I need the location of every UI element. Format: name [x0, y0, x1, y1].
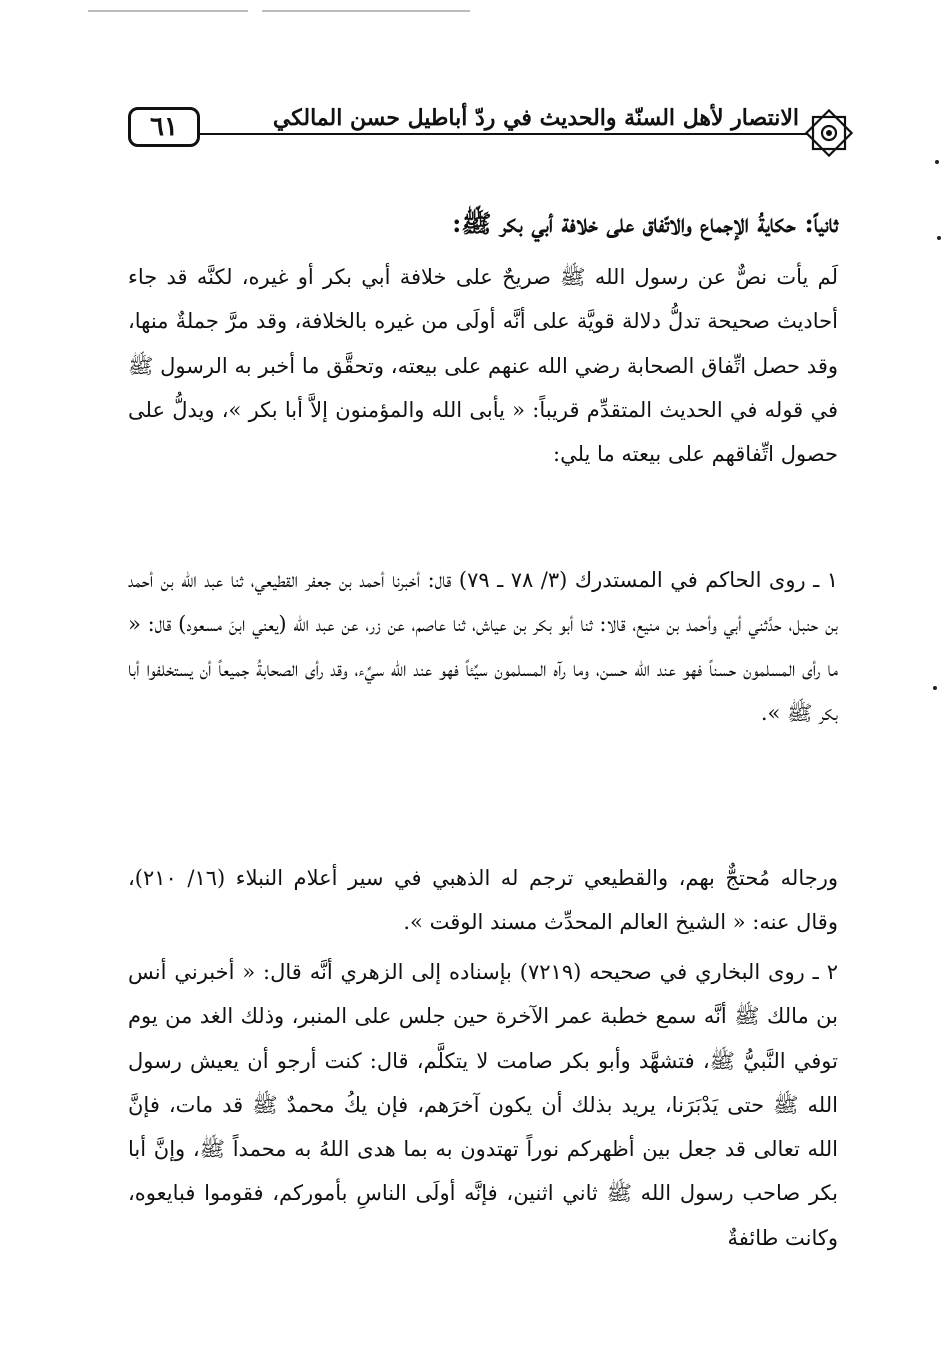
header-rule [200, 133, 807, 135]
page-header [0, 95, 947, 175]
scan-edge-line [88, 10, 248, 12]
paragraph-hakim-narration [128, 558, 838, 735]
octagonal-star-ornament-icon [803, 107, 855, 159]
paragraph-text: لَم يأت نصٌّ عن رسول الله ﷺ صريحٌ على خلافة أبي بكر أو غيره، لكنَّه قد جاء أحاديث صحيحة تدلُّ دلالة قويَّة على أنَّه أولَى من غيره بالخلافة، وقد مرَّ جملةٌ منها، وقد حصل اتِّفاق الصحابة رضي الله عنهم على بيعته، وتحقَّق ما أخبر به الرسول ﷺ في قوله في الحديث المتقدِّم قريباً: « يأبى الله والمؤمنون إلاَّ أبا بكر »، ويدلُّ على حصول اتِّفاقهم على بيعته ما يلي: [128, 265, 839, 467]
paragraph-narrator-grading [128, 856, 838, 945]
page-number: ٦١ [128, 107, 200, 147]
paragraph-text: ٢ ـ روى البخاري في صحيحه (٧٢١٩) بإسناده إلى الزهري أنَّه قال: « أخبرني أنس بن مالك ﷺ أنَّه سمع خطبة عمر الآخرة حين جلس على المنبر، وذلك الغد من يوم توفي النَّبيُّ ﷺ، فتشهَّد وأبو بكر صامت لا يتكلَّم، قال: كنت أرجو أن يعيش رسول الله ﷺ حتى يَدْبَرَنا، يريد بذلك أن يكون آخرَهم، فإن يكُ محمدٌ ﷺ قد مات، فإنَّ الله تعالى قد جعل بين أظهركم نوراً تهتدون به بما هدى اللهُ به محمداً ﷺ، وإنَّ أبا بكر صاحب رسول الله ﷺ ثاني اثنين، فإنَّه أولَى الناسِ بأموركم، فقوموا فبايعوه، وكانت طائفةٌ [128, 960, 838, 1250]
scan-speck [935, 160, 939, 164]
paragraph-text: ورجاله مُحتجٌّ بهم، والقطيعي ترجم له الذهبي في سير أعلام النبلاء (١٦/ ٢١٠)، وقال عنه: « الشيخ العالم المحدِّث مسند الوقت ». [128, 866, 838, 935]
scan-speck [937, 236, 941, 240]
paragraph-bukhari-narration [128, 950, 838, 1260]
paragraph-intro [128, 255, 838, 476]
scan-edge-line [262, 10, 470, 12]
paragraph-text: ١ ـ روى الحاكم في المستدرك (٣/ ٧٨ ـ ٧٩) قال: أخبرنا أحمد بن جعفر القطيعي، ثنا عبد الله بن أحمد بن حنبل، حدَّثني أبي وأحمد بن منيع، قالا: ثنا أبو بكر بن عياش، ثنا عاصم، عن زر، عن عبد الله (يعني ابنَ مسعود) قال: « ما رأى المسلمون حسناً فهو عند الله حسن، وما رآه المسلمون سيِّئاً فهو عند الله سيِّء، وقد رأى الصحابةُ جميعاً أن يستخلفوا أبا بكر ﷺ ». [128, 568, 838, 725]
section-heading: ثانياً: حكايةُ الإجماع والاتّفاق على خلافة أبي بكر ﷺ: [452, 209, 838, 238]
scan-speck [933, 686, 937, 690]
running-title: الانتصار لأهل السنّة والحديث في ردّ أباطيل حسن المالكي [263, 105, 809, 131]
